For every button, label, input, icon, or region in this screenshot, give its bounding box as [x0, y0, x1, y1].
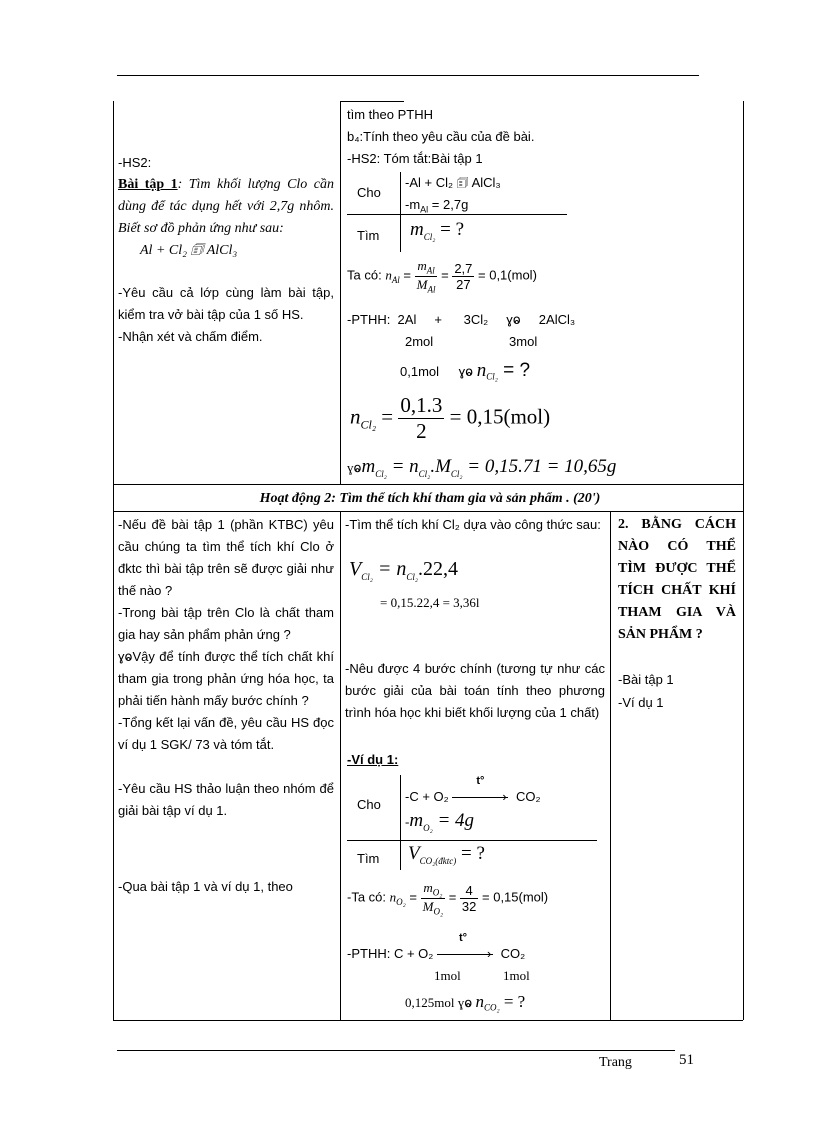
vd-pthh-lhs: -PTHH: C + O₂ [347, 946, 434, 961]
vd-pthh-prod: CO₂ [500, 946, 526, 961]
mol-line: 2mol 3mol [405, 334, 538, 349]
vd-n-result: = 0,15(mol) [482, 889, 549, 905]
final-m-sub: Cl₂ [375, 468, 387, 479]
vd-mass-fraction [421, 880, 445, 916]
ratio-arrow: ɣⱺ [458, 364, 474, 379]
vd-mass-val: = 4g [432, 810, 475, 831]
vd-pthh-cond: t° [458, 932, 467, 944]
vd-n-co2-sub: CO₂ [483, 1002, 500, 1013]
footer-rule [117, 1050, 675, 1051]
table-border-left [113, 101, 114, 1020]
top-col-divider [340, 101, 341, 484]
steps-text: -Nêu được 4 bước chính (tương tự như các bước giải của bài toán tính theo phương trình hóa học khi biết khối lượng của 1 chất) [345, 661, 605, 720]
v-result: = 0,15.22,4 = 3,36l [380, 595, 480, 610]
calc-frac-den: 2 [416, 419, 427, 443]
v-eq-end: .22,4 [418, 558, 458, 580]
exercise-title: Bài tập 1 [118, 177, 178, 192]
n-al-sub: Al [391, 275, 400, 286]
right-item-2: -Ví dụ 1 [618, 695, 664, 710]
v-formula [349, 558, 458, 582]
question-2: -Trong bài tập trên Clo là chất tham gia hay sản phẩm phản ứng ? [118, 605, 334, 642]
vd-frac-den: 32 [461, 898, 477, 914]
vd-given-prod: CO₂ [515, 789, 541, 804]
vd-given-reaction [405, 775, 541, 804]
final-n-sub: Cl₂ [418, 468, 431, 479]
exercise-reaction: Al + Cl₂ 🗊 AlCl₃ [140, 243, 238, 258]
calc-line: $n_{Cl_2}$ = $\frac{0,1.3}{2}$ = 0,15(mol) [350, 393, 551, 443]
given-mass-sub: Al [420, 204, 429, 215]
calc-n-sub: Cl₂ [360, 417, 377, 432]
find-mass-symbol: m [410, 219, 424, 240]
given-mass [405, 197, 468, 215]
instruction-5: -Yêu cầu HS thảo luận theo nhóm để giải bài tập ví dụ 1. [118, 781, 334, 818]
intro-line-3: -HS2: Tóm tắt:Bài tập 1 [347, 151, 483, 166]
vd-n-co2-eq: = ? [499, 992, 526, 1011]
calc-n-symbol: n [350, 404, 361, 429]
vd-pthh [347, 932, 526, 961]
n-al-symbol: n [385, 267, 392, 283]
n-cl2-sub: Cl₂ [486, 371, 498, 382]
vd-ratio-arrow: ɣⱺ [457, 995, 473, 1010]
v-eq: = n [372, 558, 407, 580]
value-frac-num: 2,7 [454, 260, 473, 276]
vd-n-co2-symbol: n [475, 992, 484, 1011]
intro-line-2: b₄:Tính theo yêu cầu của đề bài. [347, 129, 535, 144]
final-n: = n [391, 456, 419, 477]
cho-label: Cho [357, 185, 381, 200]
vd-given-divider [400, 775, 401, 870]
n-cl2-symbol: n [476, 360, 487, 381]
vd-n-sub: O₂ [396, 897, 406, 908]
mass-frac-top-sub: Al [426, 265, 435, 276]
question-3: ɣⱺVậy để tính được thể tích chất khí tham gia trong phản ứng hóa học, ta phải tiến hành mấy bước chính ? [118, 649, 334, 708]
taco-label: Ta có: [347, 267, 382, 283]
n-cl2-eq: = ? [497, 360, 531, 381]
mass-frac-bottom: M [416, 276, 428, 292]
instruction-4: -Tổng kết lại vấn đề, yêu cầu HS đọc ví dụ 1 SGK/ 73 và tóm tắt. [118, 715, 334, 752]
right-item-1: -Bài tập 1 [618, 672, 674, 687]
vd-tim-label: Tìm [357, 851, 380, 866]
vd-taco: -Ta có: [347, 889, 387, 905]
final-mM: .M [430, 456, 451, 477]
find-mass [410, 219, 464, 242]
section-title: 2. BẰNG CÁCH NÀO CÓ THỂ TÌM ĐƯỢC THỂ TÍCH CHẤT KHÍ THAM GIA VÀ SẢN PHẨM ? [618, 517, 736, 642]
header-rule [117, 75, 699, 76]
v-eq-sub: Cl₂ [406, 572, 418, 582]
vd-find-eq: = ? [456, 843, 485, 864]
row-divider-top [113, 484, 743, 485]
final-M-sub: Cl₂ [450, 468, 463, 479]
vd-cho-label: Cho [357, 797, 381, 812]
intro-line-1: tìm theo PTHH [347, 107, 433, 122]
vd-mol-line: 1mol 1mol [434, 968, 530, 983]
bottom-col-divider-2 [610, 511, 611, 1020]
vidu-label: -Ví dụ 1: [347, 752, 399, 767]
vd-given-underline [347, 840, 597, 841]
calc-fraction [398, 393, 444, 444]
footer-page-number: 51 [679, 1052, 694, 1068]
vd-ratio-line [405, 992, 525, 1013]
n-al-formula: Ta có: $n_{Al}$ = $\frac{m_{Al}}{M_{Al}}$ = $\frac{2,7}{27}$ = 0,1(mol) [347, 258, 537, 295]
table-border-bottom [113, 1020, 743, 1021]
exercise-1 [118, 174, 334, 240]
request-text: -Yêu cầu cả lớp cùng làm bài tập, kiểm tra vở bài tập của 1 số HS. [118, 285, 334, 322]
vd-find-volume [408, 843, 485, 866]
final-arrow: ɣⱺ [347, 460, 362, 475]
value-frac-den: 27 [456, 276, 471, 292]
ratio-line [400, 360, 530, 382]
vd-frac-m-sub: O₂ [432, 887, 443, 898]
top-left-cell [118, 152, 334, 348]
calc-result: = 0,15(mol) [449, 404, 551, 429]
ratio-left: 0,1mol [400, 364, 440, 379]
vd-ratio-left: 0,125mol [405, 995, 455, 1010]
table-border-right [743, 101, 744, 1020]
vd-frac-num: 4 [460, 883, 478, 899]
vd-given-arrow: t° › [452, 789, 512, 804]
summary-intro [347, 104, 737, 170]
pthh-line: -PTHH: 2Al + 3Cl₂ ɣⱺ 2AlCl₃ [347, 312, 576, 327]
vd-given-cond: t° [476, 775, 485, 787]
vd-find-sub: CO₂(đktc) [419, 855, 457, 866]
row-divider-heading [113, 511, 743, 512]
vd-mass-symbol: m [409, 810, 424, 831]
v-intro: -Tìm thể tích khí Cl₂ dựa vào công thức sau: [345, 517, 601, 532]
final-m: m [361, 456, 376, 477]
hs2-label: -HS2: [118, 155, 152, 170]
vd-frac-m: m [423, 880, 433, 895]
vd-find-v: V [408, 843, 420, 864]
given-mass-symbol: -m [405, 197, 421, 212]
table-border-top [340, 101, 404, 102]
vd-given-lhs: -C + O₂ [405, 789, 449, 804]
vd-pthh-arrow: t° › [437, 946, 497, 961]
vd-given-mass: $-m_{O_2} = 4g$ [405, 810, 475, 833]
given-mass-value: = 2,7g [428, 197, 469, 212]
grade-text: -Nhận xét và chấm điểm. [118, 329, 263, 344]
vd-frac-M: M [422, 898, 434, 914]
vd-mass-sub: O₂ [423, 822, 433, 833]
bottom-left-cell [118, 514, 334, 898]
activity-heading: Hoạt động 2: Tìm thể tích khí tham gia và sản phẩm . (20') [259, 491, 601, 506]
mass-fraction [415, 258, 438, 294]
calc-frac-num: 0,1.3 [400, 393, 443, 417]
vd-frac-M-sub: O₂ [433, 906, 444, 917]
n-al-result: = 0,1(mol) [478, 267, 537, 283]
vd-n-o2: -Ta có: $n_{O_2}$ = $\frac{m_{O_2}}{M_{O_2}}$ = $\frac{4}{32}$ = 0,15(mol) [347, 880, 549, 917]
vd-value-fraction [460, 883, 478, 914]
value-fraction [452, 261, 474, 292]
find-mass-sub: Cl₂ [423, 231, 436, 242]
mass-frac-bottom-sub: Al [427, 284, 436, 295]
final-line [347, 456, 616, 479]
find-mass-eq: = ? [435, 219, 465, 240]
footer-page-label: Trang [599, 1055, 632, 1070]
exercise-text: : Tìm khối lượng Clo cần dùng để tác dụng hết với 2,7g nhôm. Biết sơ đồ phản ứng như sau: [118, 177, 334, 236]
instruction-6: -Qua bài tập 1 và ví dụ 1, theo [118, 879, 293, 894]
tim-label: Tìm [357, 228, 380, 243]
bottom-col-divider-1 [340, 511, 341, 1020]
given-reaction: -Al + Cl₂ 🗊 AlCl₃ [405, 175, 501, 190]
question-1: -Nếu đề bài tập 1 (phần KTBC) yêu cầu chúng ta tìm thể tích khí Clo ở đktc thì bài tập trên sẽ được giải như thế nào ? [118, 517, 334, 598]
final-result: = 0,15.71 = 10,65g [462, 456, 617, 477]
v-sub: Cl₂ [361, 572, 373, 582]
given-divider [400, 172, 401, 252]
vd-n-symbol: n [389, 889, 397, 905]
v-symbol: V [349, 558, 362, 580]
mass-frac-top: m [417, 258, 427, 273]
